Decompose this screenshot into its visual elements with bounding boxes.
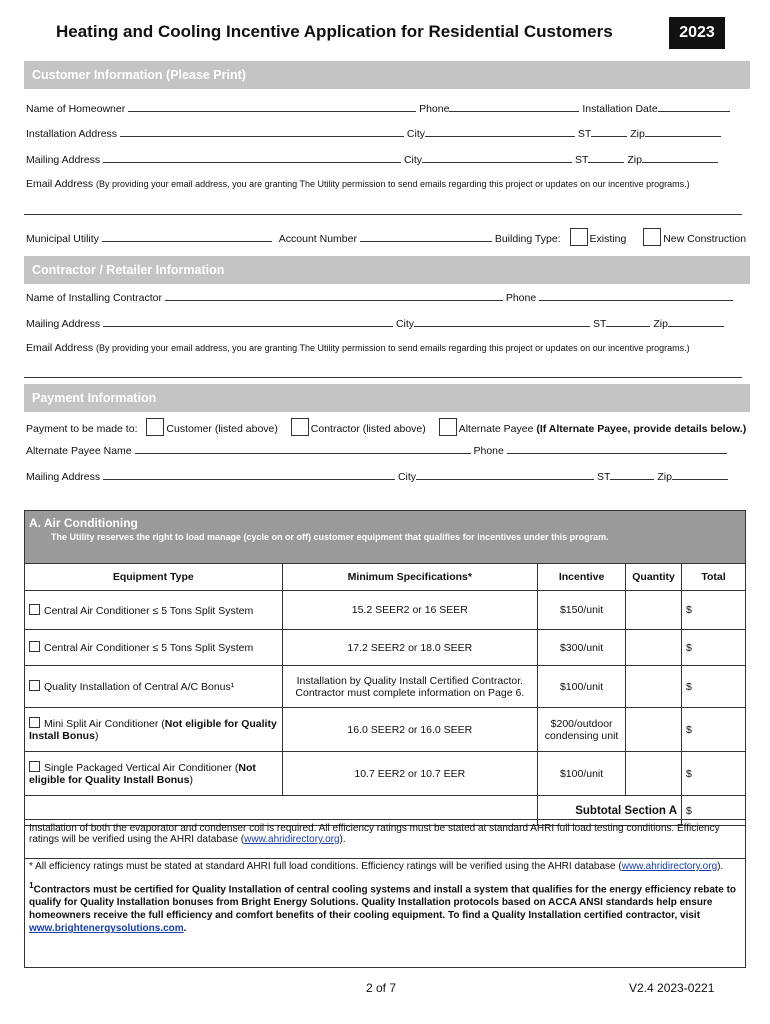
account-field[interactable] [360, 231, 492, 242]
equipment-label-end: ) [94, 730, 99, 742]
zip-label: Zip [653, 318, 668, 330]
zip-label: Zip [657, 471, 672, 483]
table-header-row [25, 564, 746, 591]
incentive-cell: $200/outdoor condensing unit [538, 708, 626, 752]
bright-energy-link[interactable]: www.brightenergysolutions.com [29, 923, 184, 935]
city-field[interactable] [416, 469, 594, 480]
incentive-cell: $300/unit [538, 630, 626, 666]
equipment-cell[interactable] [25, 630, 283, 666]
contractor-payee-label: Contractor (listed above) [310, 423, 426, 435]
version-label: V2.4 2023-0221 [629, 981, 715, 995]
equipment-cell[interactable] [25, 666, 283, 708]
st-label: ST [592, 318, 607, 330]
table-row [25, 666, 746, 708]
mailing-field[interactable] [103, 152, 401, 163]
quantity-cell[interactable] [626, 591, 682, 630]
zip-field[interactable] [642, 152, 718, 163]
equipment-label: Quality Installation of Central A/C Bonus¹ [44, 681, 235, 693]
alt-mailing-row [26, 469, 728, 483]
equipment-label: Central Air Conditioner ≤ 5 Tons Split System [44, 642, 254, 654]
year-badge: 2023 [669, 17, 725, 49]
ahri-link-2[interactable]: www.ahridirectory.org [621, 861, 718, 872]
st-label: ST [574, 154, 589, 166]
incentive-cell: $100/unit [538, 752, 626, 796]
incentive-cell: $100/unit [538, 666, 626, 708]
table-row [25, 630, 746, 666]
phone-label: Phone [419, 103, 450, 115]
alt-payee-row [26, 443, 727, 457]
section-a-title: A. Air Conditioning [29, 516, 138, 530]
city-field[interactable] [422, 152, 572, 163]
equipment-label-bold: Not eligible for Quality Install Bonus [29, 718, 277, 742]
contractor-name-label: Name of Installing Contractor [26, 292, 162, 304]
col-equipment-type: Equipment Type [25, 564, 283, 591]
payment-made-to-label: Payment to be made to: [26, 423, 138, 435]
zip-label: Zip [627, 154, 642, 166]
row-checkbox[interactable] [29, 761, 40, 772]
subtotal-value[interactable]: $ [682, 796, 746, 826]
homeowner-row [26, 101, 730, 115]
table-row [25, 708, 746, 752]
incentive-cell: $150/unit [538, 591, 626, 630]
city-label: City [397, 471, 417, 483]
note-quality-install [29, 880, 741, 935]
zip-field[interactable] [645, 126, 721, 137]
customer-band: Customer Information (Please Print) [24, 61, 750, 89]
email-field[interactable] [24, 213, 742, 215]
note-efficiency-text: * All efficiency ratings must be stated at standard AHRI full load conditions. Efficiency ratings will be verified using the AHRI database ( [29, 861, 622, 872]
install-date-label: Installation Date [582, 103, 658, 115]
contractor-email-label: Email Address [26, 342, 94, 354]
alternate-payee-label: Alternate Payee [458, 423, 534, 435]
city-field[interactable] [425, 126, 575, 137]
row-checkbox[interactable] [29, 641, 40, 652]
st-field[interactable] [588, 152, 624, 163]
total-cell[interactable]: $ [682, 630, 746, 666]
col-quantity: Quantity [626, 564, 682, 591]
note-ahri-end: ). [339, 834, 346, 845]
quantity-cell[interactable] [626, 752, 682, 796]
equipment-label-end: ) [189, 774, 193, 786]
building-type-label: Building Type: [494, 233, 561, 245]
note-efficiency-end: ). [717, 861, 724, 872]
payment-band: Payment Information [24, 384, 750, 412]
homeowner-field[interactable] [128, 101, 416, 112]
spec-cell: 16.0 SEER2 or 16.0 SEER [282, 708, 538, 752]
utility-label: Municipal Utility [26, 233, 99, 245]
mailing-row [26, 152, 718, 166]
alt-payee-phone-label: Phone [473, 445, 504, 457]
utility-field[interactable] [102, 231, 272, 242]
new-construction-label: New Construction [663, 233, 747, 245]
alt-mailing-label: Mailing Address [26, 471, 101, 483]
install-date-field[interactable] [658, 101, 730, 112]
quantity-cell[interactable] [626, 708, 682, 752]
phone-field[interactable] [449, 101, 579, 112]
city-label: City [403, 154, 423, 166]
homeowner-label: Name of Homeowner [26, 103, 126, 115]
table-row [25, 591, 746, 630]
city-field[interactable] [414, 316, 590, 327]
ahri-link[interactable]: www.ahridirectory.org [244, 834, 340, 845]
contractor-email-note: (By providing your email address, you are granting The Utility permission to send emails regarding this project or updates on our incentive programs.) [96, 343, 690, 353]
equipment-label-bold: Not eligible for Quality Install Bonus [29, 762, 256, 786]
contractor-name-field[interactable] [165, 290, 503, 301]
page-number: 2 of 7 [366, 981, 397, 995]
zip-label: Zip [630, 128, 645, 140]
existing-checkbox[interactable] [570, 228, 588, 246]
city-label: City [406, 128, 425, 140]
contractor-mailing-label: Mailing Address [26, 318, 101, 330]
city-label: City [395, 318, 415, 330]
spec-cell: 17.2 SEER2 or 18.0 SEER [282, 630, 538, 666]
table-row [25, 752, 746, 796]
customer-payee-label: Customer (listed above) [166, 423, 278, 435]
alternate-payee-note: (If Alternate Payee, provide details below.) [536, 423, 747, 435]
row-checkbox[interactable] [29, 680, 40, 691]
note-ahri [24, 819, 746, 859]
payment-options-row [26, 418, 746, 436]
install-address-row [26, 126, 721, 140]
note-efficiency [29, 861, 741, 872]
mailing-label: Mailing Address [26, 154, 101, 166]
contractor-mailing-row [26, 316, 724, 330]
contractor-email-row [26, 342, 690, 354]
contractor-email-field[interactable] [24, 376, 742, 378]
section-a-header [25, 511, 745, 563]
note-footnotes [24, 858, 746, 968]
spec-cell: 15.2 SEER2 or 16 SEER [282, 591, 538, 630]
new-construction-checkbox[interactable] [643, 228, 661, 246]
utility-row [26, 228, 746, 246]
zip-field[interactable] [672, 469, 728, 480]
equipment-label: Single Packaged Vertical Air Conditioner ( [44, 762, 239, 774]
total-cell[interactable]: $ [682, 666, 746, 708]
st-label: ST [596, 471, 611, 483]
total-cell[interactable]: $ [682, 752, 746, 796]
st-field[interactable] [606, 316, 650, 327]
quantity-cell[interactable] [626, 630, 682, 666]
col-min-spec: Minimum Specifications* [282, 564, 538, 591]
contractor-name-row [26, 290, 733, 304]
alternate-payee-checkbox[interactable] [439, 418, 457, 436]
row-checkbox[interactable] [29, 604, 40, 615]
install-address-field[interactable] [120, 126, 404, 137]
note-quality-end: . [183, 923, 187, 935]
note-quality-text: Contractors must be certified for Quality Installation of central cooling systems and install a system that qualifies for the energy efficiency rebate to qualify for Quality Installation bonuses from Bright Energy Solutions. Quality Installation protocols based on ACCA ANSI standards help ensure homeowners receive the full efficiency and comfort benefits of their cooling equipment. To find a Quality Installation certified contractor, visit [29, 884, 737, 922]
total-cell[interactable]: $ [682, 708, 746, 752]
alt-payee-phone-field[interactable] [507, 443, 727, 454]
equipment-label: Central Air Conditioner ≤ 5 Tons Split System [44, 604, 254, 617]
col-total: Total [682, 564, 746, 591]
alt-mailing-field[interactable] [103, 469, 395, 480]
alt-payee-name-label: Alternate Payee Name [26, 445, 132, 457]
equipment-table [24, 563, 746, 826]
st-label: ST [577, 128, 592, 140]
note-ahri-text: Installation of both the evaporator and condenser coil is required. All efficiency ratings must be stated at standard AHRI full load testing conditions. Efficiency ratings will be verified using the AHRI database ( [29, 823, 720, 845]
contractor-mailing-field[interactable] [103, 316, 393, 327]
contractor-phone-field[interactable] [539, 290, 733, 301]
equipment-cell[interactable] [25, 708, 283, 752]
contractor-band: Contractor / Retailer Information [24, 256, 750, 284]
col-incentive: Incentive [538, 564, 626, 591]
equipment-cell[interactable] [25, 752, 283, 796]
total-cell[interactable]: $ [682, 591, 746, 630]
contractor-payee-checkbox[interactable] [291, 418, 309, 436]
install-address-label: Installation Address [26, 128, 118, 140]
page-title: Heating and Cooling Incentive Application for Residential Customers [56, 22, 613, 41]
section-a-subtitle: The Utility reserves the right to load manage (cycle on or off) customer equipment that qualifies for incentives under this program. [51, 532, 609, 542]
email-note: (By providing your email address, you are granting The Utility permission to send emails regarding this project or updates on our incentive programs.) [96, 179, 690, 189]
quantity-cell[interactable] [626, 666, 682, 708]
spec-cell: 10.7 EER2 or 10.7 EER [282, 752, 538, 796]
equipment-label: Mini Split Air Conditioner ( [44, 718, 165, 730]
st-field[interactable] [610, 469, 654, 480]
st-field[interactable] [591, 126, 627, 137]
footnote-marker: 1 [29, 880, 34, 890]
customer-payee-checkbox[interactable] [146, 418, 164, 436]
spec-cell: Installation by Quality Install Certified Contractor. Contractor must complete information on Page 6. [282, 666, 538, 708]
contractor-phone-label: Phone [505, 292, 537, 304]
email-label: Email Address [26, 178, 94, 190]
subtotal-label: Subtotal Section A [538, 796, 682, 826]
row-checkbox[interactable] [29, 717, 40, 728]
account-label: Account Number [278, 233, 357, 245]
existing-label: Existing [589, 233, 627, 245]
email-row [26, 178, 690, 190]
alt-payee-name-field[interactable] [135, 443, 471, 454]
zip-field[interactable] [668, 316, 724, 327]
equipment-cell[interactable] [25, 591, 283, 630]
